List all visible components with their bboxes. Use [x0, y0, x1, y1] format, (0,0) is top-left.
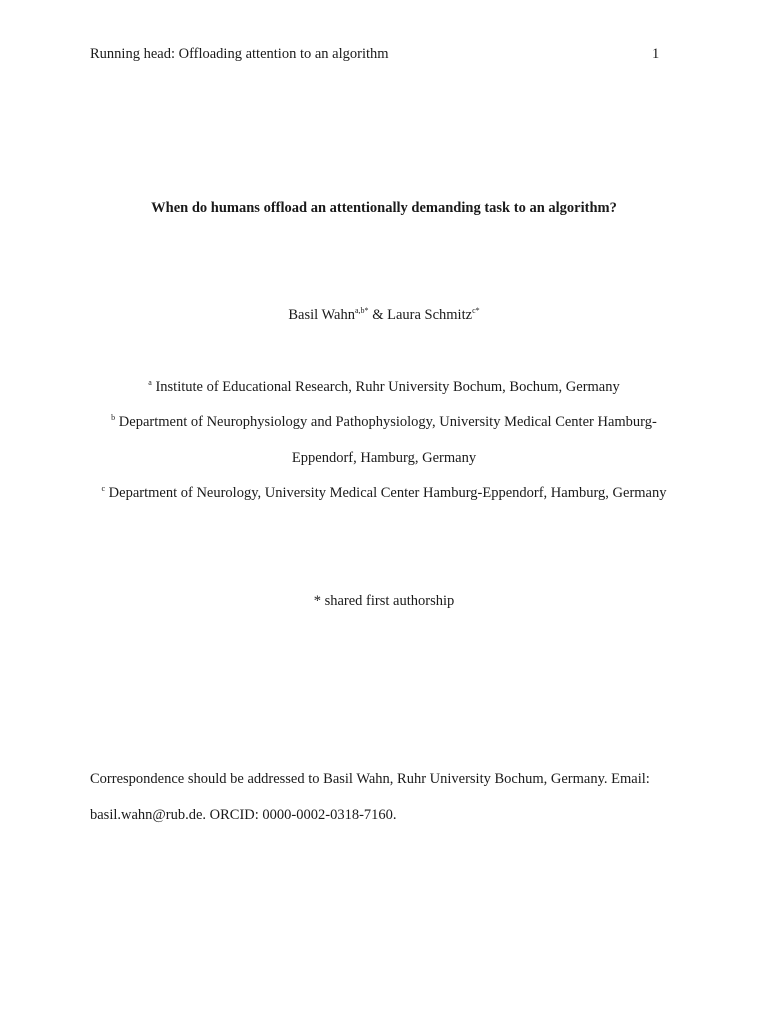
- affiliation-c-text: Department of Neurology, University Medical Center Hamburg-Eppendorf, Hamburg, Germany: [105, 485, 667, 501]
- author-2: Laura Schmitz: [387, 307, 473, 323]
- affiliation-b: [0, 414, 768, 431]
- page-number: 1: [652, 46, 660, 62]
- affiliation-a: [0, 379, 768, 396]
- affiliation-b-mark: b: [111, 413, 116, 422]
- affiliation-c-mark: c: [101, 484, 106, 493]
- author-line: [0, 307, 768, 324]
- correspondence-line-2: basil.wahn@rub.de. ORCID: 0000-0002-0318-7160.: [90, 807, 397, 823]
- author-2-affiliation-marks: c*: [472, 306, 480, 315]
- paper-title: When do humans offload an attentionally demanding task to an algorithm?: [151, 200, 617, 216]
- author-separator: &: [368, 307, 388, 323]
- affiliation-c: [0, 485, 768, 502]
- correspondence-line-1: Correspondence should be addressed to Basil Wahn, Ruhr University Bochum, Germany. Email:: [90, 771, 650, 787]
- affiliation-a-mark: a: [148, 378, 152, 387]
- author-1: Basil Wahn: [288, 307, 355, 323]
- affiliation-b-continued: Eppendorf, Hamburg, Germany: [291, 450, 477, 466]
- author-1-affiliation-marks: a,b*: [355, 306, 369, 315]
- running-head: Running head: Offloading attention to an algorithm: [90, 46, 389, 62]
- affiliation-b-text: Department of Neurophysiology and Pathophysiology, University Medical Center Hamburg-: [115, 414, 657, 430]
- shared-authorship-note: * shared first authorship: [313, 593, 455, 609]
- affiliation-a-text: Institute of Educational Research, Ruhr University Bochum, Bochum, Germany: [151, 379, 620, 395]
